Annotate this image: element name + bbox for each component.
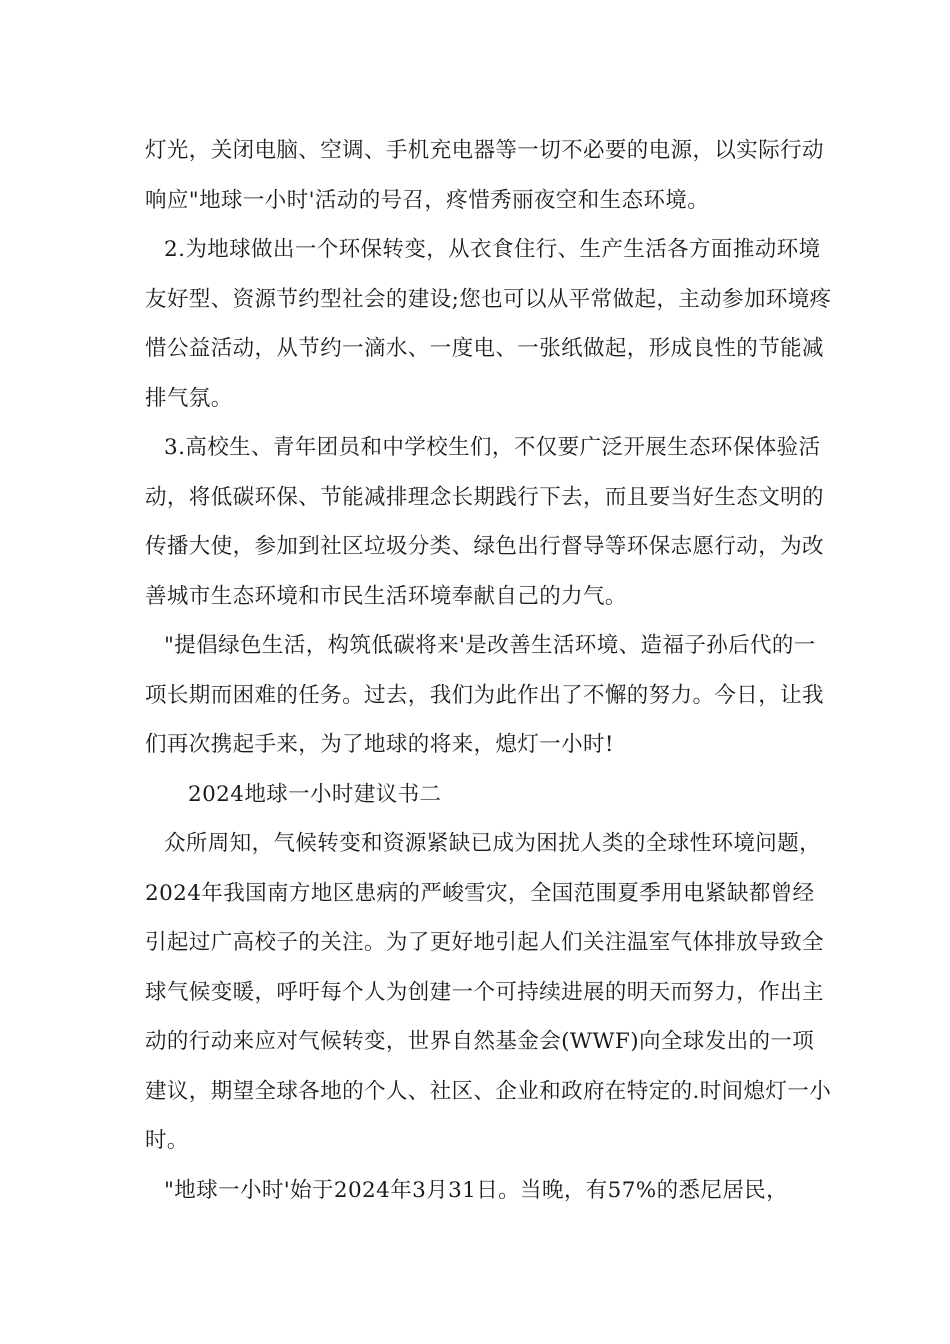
section-heading: 2024地球一小时建议书二 — [188, 781, 442, 807]
paragraph-history: "地球一小时'始于2024年3月31日。当晚，有57%的悉尼居民， — [164, 1177, 789, 1203]
paragraph-closing: "提倡绿色生活，构筑低碳将来'是改善生活环境、造福子孙后代的一项长期而困难的任务。过去，我们为此作出了不懈的努力。今日，让我们再次携起手来，为了地球的将来，熄灯一小时! — [145, 633, 824, 757]
paragraph-item-2: 2.为地球做出一个环保转变，从衣食住行、生产生活各方面推动环境友好型、资源节约型社会的建设;您也可以从平常做起，主动参加环境疼惜公益活动，从节约一滴水、一度电、一张纸做起，形成良性的节能减排气氛。 — [145, 237, 832, 411]
paragraph-item-3: 3.高校生、青年团员和中学校生们，不仅要广泛开展生态环保体验活动，将低碳环保、节能减排理念长期践行下去，而且要当好生态文明的传播大使，参加到社区垃圾分类、绿色出行督导等环保志愿行动，为改善城市生态环境和市民生活环境奉献自己的力气。 — [145, 435, 824, 609]
paragraph-intro: 众所周知，气候转变和资源紧缺已成为困扰人类的全球性环境问题，2024年我国南方地区患病的严峻雪灾，全国范围夏季用电紧缺都曾经引起过广高校子的关注。为了更好地引起人们关注温室气体排放导致全球气候变暖，呼吁每个人为创建一个可持续进展的明天而努力，作出主动的行动来应对气候转变，世界自然基金会(WWF)向全球发出的一项建议，期望全球各地的个人、社区、企业和政府在特定的.时间熄灯一小时。 — [145, 831, 832, 1153]
document-body — [145, 126, 835, 1215]
paragraph-continuation: 灯光，关闭电脑、空调、手机充电器等一切不必要的电源，以实际行动响应"地球一小时'活动的号召，疼惜秀丽夜空和生态环境。 — [145, 138, 824, 213]
